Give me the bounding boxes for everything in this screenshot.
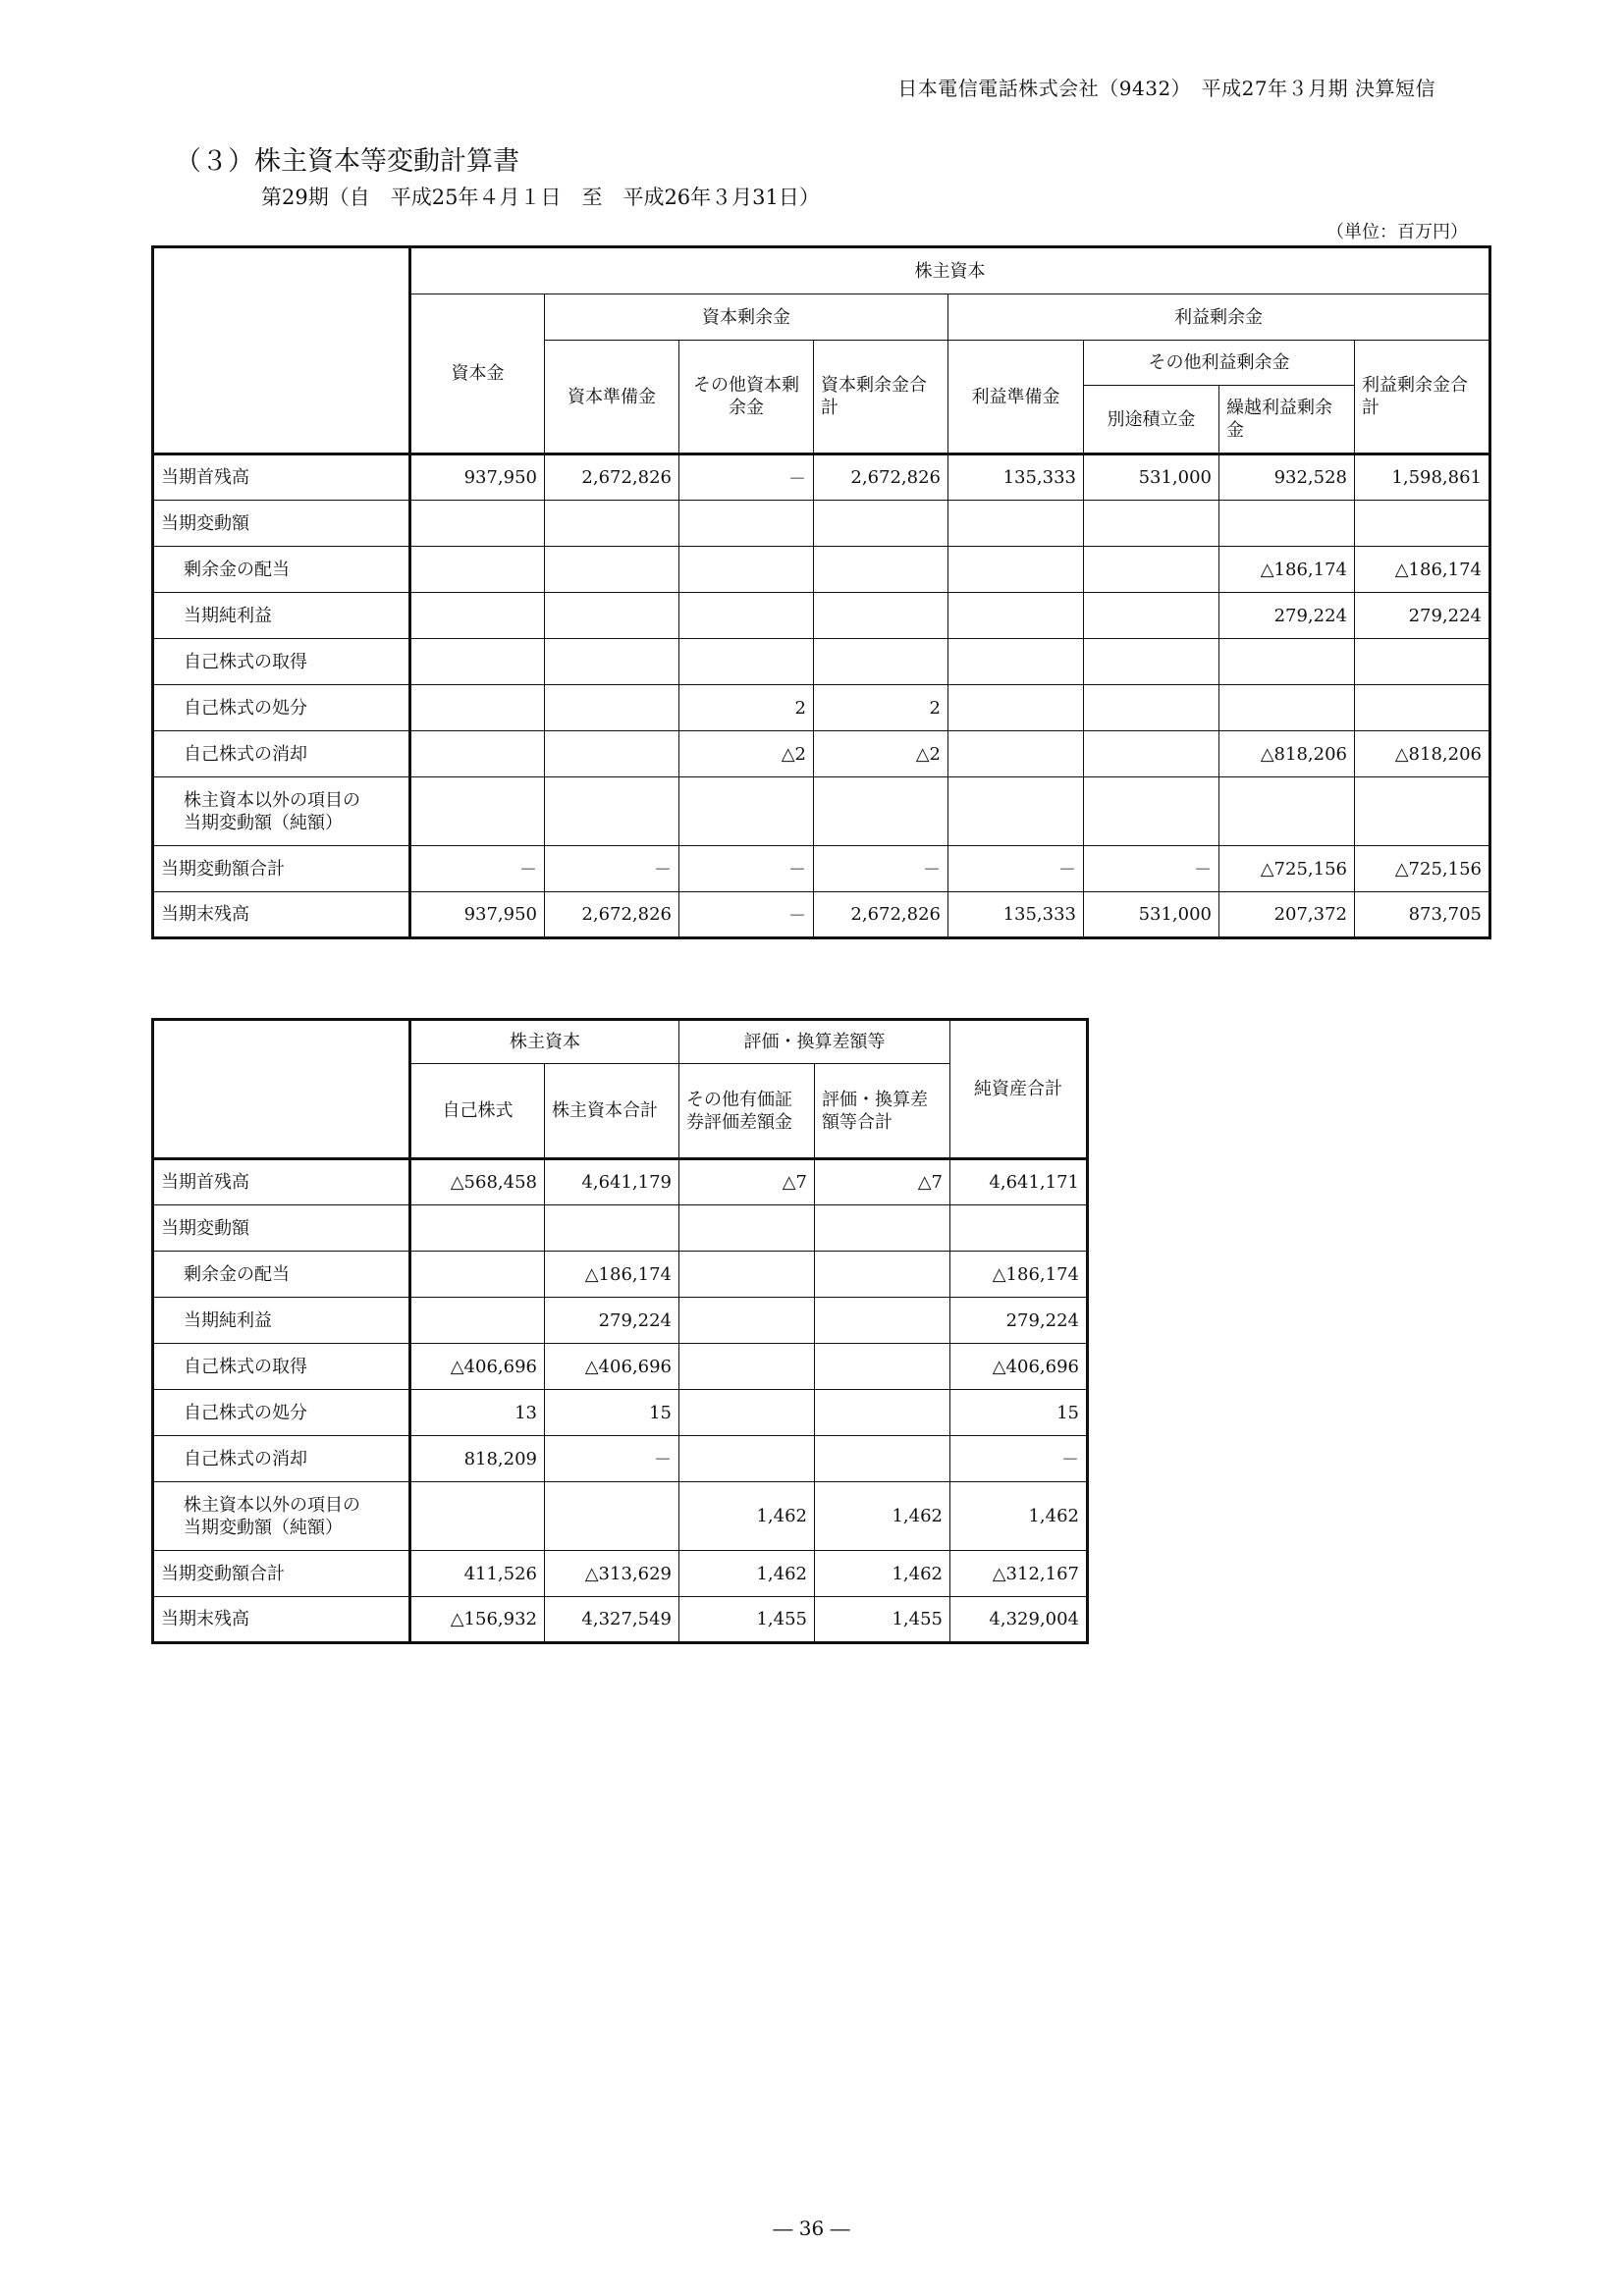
table-cell <box>814 777 948 846</box>
table-cell: 135,333 <box>948 454 1084 501</box>
table-cell: 2 <box>679 685 814 731</box>
table-cell: 207,372 <box>1219 892 1355 938</box>
corner-cell <box>153 247 410 454</box>
header-earned-surplus: 繰越利益剰余金 <box>1219 386 1355 454</box>
row-label: 自己株式の消却 <box>153 1436 410 1482</box>
table-row <box>153 1390 1088 1436</box>
table-cell: △186,174 <box>1219 547 1355 593</box>
table-cell: △7 <box>679 1159 815 1205</box>
row-label: 当期末残高 <box>153 1597 410 1643</box>
table-row <box>153 454 1490 501</box>
table-cell <box>545 593 679 639</box>
table-cell: 279,224 <box>545 1298 679 1344</box>
row-label: 当期純利益 <box>153 1298 410 1344</box>
table-cell: 1,455 <box>679 1597 815 1643</box>
table-cell: 1,462 <box>815 1551 950 1597</box>
table-cell <box>679 1390 815 1436</box>
table-cell <box>950 1205 1088 1252</box>
table-cell <box>1219 639 1355 685</box>
row-label: 剰余金の配当 <box>153 547 410 593</box>
table-cell: 1,462 <box>679 1551 815 1597</box>
row-label: 当期変動額合計 <box>153 1551 410 1597</box>
table-cell: 2,672,826 <box>545 454 679 501</box>
row-label: 株主資本以外の項目の当期変動額（純額） <box>153 777 410 846</box>
table-cell: － <box>410 846 545 892</box>
table-cell: 2,672,826 <box>814 454 948 501</box>
table-cell: 4,329,004 <box>950 1597 1088 1643</box>
table-row <box>153 1252 1088 1298</box>
table-cell: △568,458 <box>410 1159 545 1205</box>
row-label: 剰余金の配当 <box>153 1252 410 1298</box>
table-cell <box>1084 777 1219 846</box>
table-row <box>153 501 1490 547</box>
table-cell <box>1084 547 1219 593</box>
table-cell: △186,174 <box>1355 547 1490 593</box>
table-cell: △725,156 <box>1355 846 1490 892</box>
table-cell <box>679 1436 815 1482</box>
table-cell: － <box>1084 846 1219 892</box>
table-cell: 1,462 <box>679 1482 815 1551</box>
table-row <box>153 1597 1088 1643</box>
row-label: 自己株式の取得 <box>153 639 410 685</box>
table-cell <box>545 501 679 547</box>
table-cell: 2,672,826 <box>814 892 948 938</box>
table-row <box>153 1344 1088 1390</box>
table-cell: 15 <box>545 1390 679 1436</box>
table-cell <box>1219 501 1355 547</box>
table-cell: － <box>679 892 814 938</box>
row-label: 自己株式の処分 <box>153 1390 410 1436</box>
table-cell: △725,156 <box>1219 846 1355 892</box>
header-capital-stock: 資本金 <box>410 294 545 454</box>
table-cell <box>1219 685 1355 731</box>
table-cell: 937,950 <box>410 454 545 501</box>
table-cell <box>1355 501 1490 547</box>
table-cell: △2 <box>679 731 814 777</box>
table-cell: △156,932 <box>410 1597 545 1643</box>
table-cell <box>948 639 1084 685</box>
table-row <box>153 777 1490 846</box>
table-cell <box>679 777 814 846</box>
table-cell: △186,174 <box>545 1252 679 1298</box>
table-cell: 2,672,826 <box>545 892 679 938</box>
header2-total-shareholders-equity: 株主資本合計 <box>545 1064 679 1159</box>
header-total-capital-surplus: 資本剰余金合計 <box>814 341 948 454</box>
header-other-capital-surplus: その他資本剰余金 <box>679 341 814 454</box>
table-cell <box>679 501 814 547</box>
table-cell: 531,000 <box>1084 454 1219 501</box>
table-cell <box>1355 685 1490 731</box>
table-cell: 279,224 <box>1219 593 1355 639</box>
table-cell: 15 <box>950 1390 1088 1436</box>
table-cell <box>545 1205 679 1252</box>
table-cell: 873,705 <box>1355 892 1490 938</box>
table-cell: △7 <box>815 1159 950 1205</box>
period-label: 第29期（自 平成25年４月１日 至 平成26年３月31日） <box>261 186 820 209</box>
table-cell <box>815 1436 950 1482</box>
table-cell <box>1084 685 1219 731</box>
table-cell <box>679 547 814 593</box>
table-row <box>153 547 1490 593</box>
table-cell <box>545 1482 679 1551</box>
row-label: 当期変動額合計 <box>153 846 410 892</box>
header-general-reserve: 別途積立金 <box>1084 386 1219 454</box>
table-cell: △2 <box>814 731 948 777</box>
table-cell <box>1084 501 1219 547</box>
table-cell: 411,526 <box>410 1551 545 1597</box>
table-cell <box>679 1344 815 1390</box>
table-cell <box>679 593 814 639</box>
table-cell <box>410 1298 545 1344</box>
table-cell: 1,462 <box>815 1482 950 1551</box>
table-cell <box>814 547 948 593</box>
row-label: 株主資本以外の項目の当期変動額（純額） <box>153 1482 410 1551</box>
table-row <box>153 1551 1088 1597</box>
table-row <box>153 685 1490 731</box>
table-cell <box>1084 639 1219 685</box>
table-cell <box>948 593 1084 639</box>
table-cell <box>814 593 948 639</box>
table-cell: 279,224 <box>950 1298 1088 1344</box>
table-cell <box>410 547 545 593</box>
table-row <box>153 1159 1088 1205</box>
table-cell <box>410 685 545 731</box>
row-label: 当期首残高 <box>153 454 410 501</box>
table-cell <box>948 777 1084 846</box>
table-cell <box>410 639 545 685</box>
table-cell: △406,696 <box>410 1344 545 1390</box>
header-shareholders-equity: 株主資本 <box>410 247 1490 294</box>
equity-changes-table-1 <box>151 245 1491 939</box>
page-number: ― 36 ― <box>773 2216 850 2240</box>
table-cell <box>815 1298 950 1344</box>
table-row <box>153 1205 1088 1252</box>
table-cell <box>545 547 679 593</box>
table-row <box>153 593 1490 639</box>
table-cell <box>815 1205 950 1252</box>
table-row <box>153 1482 1088 1551</box>
table-cell: 932,528 <box>1219 454 1355 501</box>
row-label: 当期首残高 <box>153 1159 410 1205</box>
header2-unrealized-gains: その他有価証券評価差額金 <box>679 1064 815 1159</box>
table-cell <box>1355 639 1490 685</box>
table-cell <box>1219 777 1355 846</box>
header2-treasury-stock: 自己株式 <box>410 1064 545 1159</box>
header2-total-net-assets: 純資産合計 <box>950 1020 1088 1159</box>
table-cell <box>679 1298 815 1344</box>
table-cell <box>815 1390 950 1436</box>
table-cell: △313,629 <box>545 1551 679 1597</box>
table-cell: 4,641,179 <box>545 1159 679 1205</box>
table-cell <box>410 1205 545 1252</box>
table-cell <box>814 639 948 685</box>
header-legal-capital-surplus: 資本準備金 <box>545 341 679 454</box>
table-cell <box>948 501 1084 547</box>
row-label: 当期純利益 <box>153 593 410 639</box>
company-header: 日本電信電話株式会社（9432） 平成27年３月期 決算短信 <box>897 77 1435 100</box>
table-cell: 135,333 <box>948 892 1084 938</box>
corner-cell-2 <box>153 1020 410 1159</box>
table-cell <box>410 1482 545 1551</box>
table-cell: △406,696 <box>545 1344 679 1390</box>
table-cell <box>948 731 1084 777</box>
table-cell <box>410 1252 545 1298</box>
table-row <box>153 1298 1088 1344</box>
table-cell <box>815 1344 950 1390</box>
table-row <box>153 846 1490 892</box>
equity-changes-table-2 <box>151 1018 1089 1644</box>
row-label: 自己株式の取得 <box>153 1344 410 1390</box>
table-cell: 1,455 <box>815 1597 950 1643</box>
table-cell: △818,206 <box>1219 731 1355 777</box>
table-cell <box>948 547 1084 593</box>
table-cell: － <box>948 846 1084 892</box>
table-cell <box>679 1252 815 1298</box>
table-cell: 818,209 <box>410 1436 545 1482</box>
row-label: 当期末残高 <box>153 892 410 938</box>
table-row <box>153 1436 1088 1482</box>
header-total-retained-earnings: 利益剰余金合計 <box>1355 341 1490 454</box>
table-cell <box>410 731 545 777</box>
table-cell: 279,224 <box>1355 593 1490 639</box>
table-cell: 4,327,549 <box>545 1597 679 1643</box>
header-capital-surplus: 資本剰余金 <box>545 294 948 341</box>
section-title: （３）株主資本等変動計算書 <box>175 146 519 177</box>
table-cell <box>679 639 814 685</box>
table-cell: △312,167 <box>950 1551 1088 1597</box>
table-cell <box>545 777 679 846</box>
header-other-retained-earnings: その他利益剰余金 <box>1084 341 1355 386</box>
table-cell: － <box>814 846 948 892</box>
table-cell: － <box>545 846 679 892</box>
row-label: 自己株式の消却 <box>153 731 410 777</box>
row-label: 自己株式の処分 <box>153 685 410 731</box>
table-cell <box>1355 777 1490 846</box>
table-cell: 1,462 <box>950 1482 1088 1551</box>
table-cell: △406,696 <box>950 1344 1088 1390</box>
table-cell <box>410 593 545 639</box>
table-row <box>153 639 1490 685</box>
table-cell: △818,206 <box>1355 731 1490 777</box>
table-row <box>153 731 1490 777</box>
table-cell: 937,950 <box>410 892 545 938</box>
table-cell: 4,641,171 <box>950 1159 1088 1205</box>
table-cell: 531,000 <box>1084 892 1219 938</box>
table-cell: － <box>679 454 814 501</box>
table-cell <box>545 731 679 777</box>
table-cell <box>815 1252 950 1298</box>
table-row <box>153 892 1490 938</box>
header2-valuation: 評価・換算差額等 <box>679 1020 950 1064</box>
table-cell: 1,598,861 <box>1355 454 1490 501</box>
table-cell <box>814 501 948 547</box>
table-cell: － <box>679 846 814 892</box>
header2-shareholders-equity: 株主資本 <box>410 1020 679 1064</box>
row-label: 当期変動額 <box>153 1205 410 1252</box>
table-cell <box>1084 731 1219 777</box>
table-cell: － <box>950 1436 1088 1482</box>
table-cell: △186,174 <box>950 1252 1088 1298</box>
header-retained-earnings: 利益剰余金 <box>948 294 1490 341</box>
table-cell <box>410 501 545 547</box>
table-cell <box>410 777 545 846</box>
row-label: 当期変動額 <box>153 501 410 547</box>
table-cell: 2 <box>814 685 948 731</box>
table-cell: 13 <box>410 1390 545 1436</box>
header-legal-retained-earnings: 利益準備金 <box>948 341 1084 454</box>
header2-total-valuation: 評価・換算差額等合計 <box>815 1064 950 1159</box>
table-cell: － <box>545 1436 679 1482</box>
table-cell <box>679 1205 815 1252</box>
table-cell <box>545 639 679 685</box>
table-cell <box>948 685 1084 731</box>
table-cell <box>1084 593 1219 639</box>
unit-label: （単位：百万円） <box>1326 222 1468 242</box>
table-cell <box>545 685 679 731</box>
